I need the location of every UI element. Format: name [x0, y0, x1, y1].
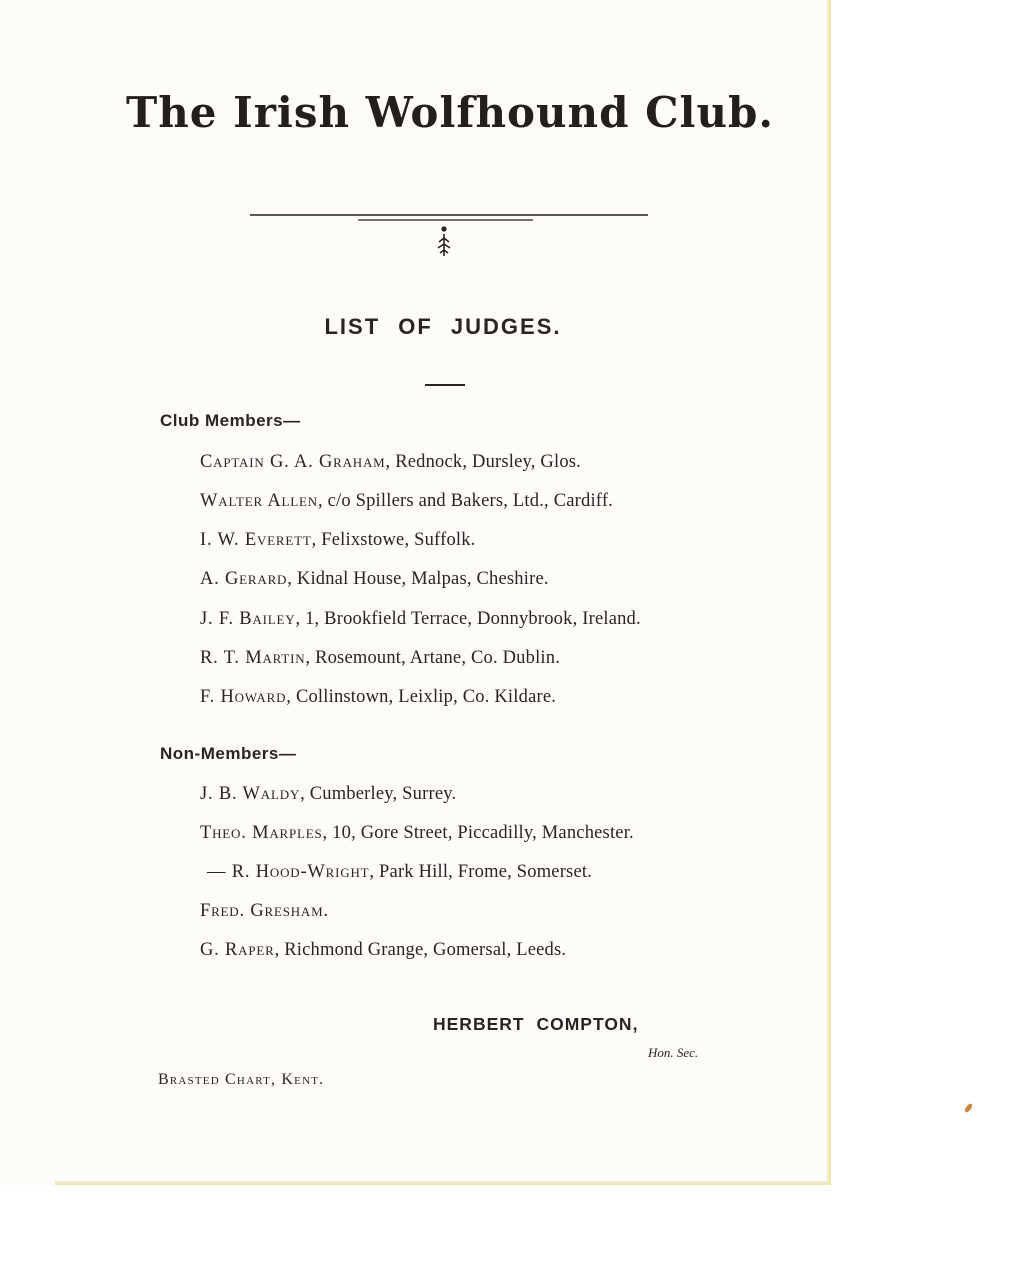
judge-entry: — R. Hood-Wright, Park Hill, Frome, Somerset. — [207, 862, 593, 882]
paper-edge-bottom — [55, 1181, 830, 1185]
judge-entry: Captain G. A. Graham, Rednock, Dursley, Glos. — [200, 452, 582, 472]
short-divider — [425, 384, 465, 386]
judge-entry: G. Raper, Richmond Grange, Gomersal, Leeds. — [200, 940, 567, 960]
secretary-name: HERBERT COMPTON, — [433, 1014, 639, 1034]
section-club-members: Club Members— — [160, 411, 301, 430]
judge-entry: Fred. Gresham. — [200, 901, 329, 921]
judge-entry: I. W. Everett, Felixstowe, Suffolk. — [200, 530, 476, 550]
paper-speck — [964, 1102, 974, 1113]
section-non-members: Non-Members— — [160, 744, 297, 763]
secretary-title: Hon. Sec. — [648, 1045, 699, 1060]
judge-entry: J. B. Waldy, Cumberley, Surrey. — [200, 784, 457, 804]
ornament-divider — [248, 210, 650, 260]
judge-entry: F. Howard, Collinstown, Leixlip, Co. Kildare. — [200, 687, 557, 707]
judge-entry: R. T. Martin, Rosemount, Artane, Co. Dublin. — [200, 648, 561, 668]
club-title: The Irish Wolfhound Club. — [126, 88, 774, 137]
list-heading: LIST OF JUDGES. — [324, 314, 562, 339]
secretary-address: Brasted Chart, Kent. — [158, 1071, 325, 1088]
judge-entry: Walter Allen, c/o Spillers and Bakers, Ltd., Cardiff. — [200, 491, 614, 511]
paper-edge — [827, 0, 831, 1185]
judge-entry: Theo. Marples, 10, Gore Street, Piccadilly, Manchester. — [200, 823, 634, 843]
judge-entry: A. Gerard, Kidnal House, Malpas, Cheshire. — [200, 569, 549, 589]
judge-entry: J. F. Bailey, 1, Brookfield Terrace, Donnybrook, Ireland. — [200, 609, 641, 629]
